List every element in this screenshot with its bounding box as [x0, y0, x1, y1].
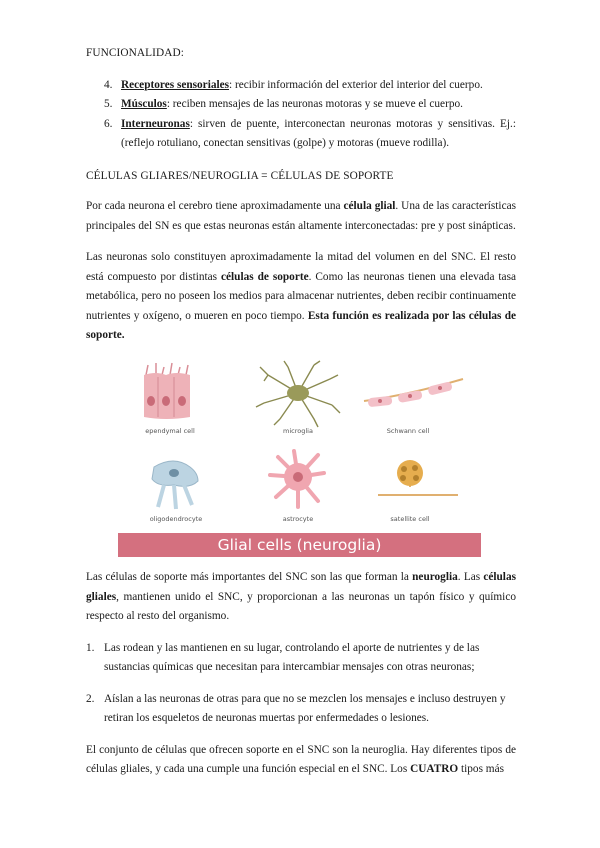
list-number: 1.	[86, 641, 95, 654]
item-text: : reciben mensajes de las neuronas motoras y se mueve el cuerpo.	[166, 98, 463, 110]
microglia-drawing	[256, 361, 340, 427]
term-receptores: Receptores sensoriales	[121, 78, 230, 91]
text-run: Las neuronas solo constituyen aproximadamente la mitad del volumen en del SNC. El resto está compuesto por distintas	[86, 251, 516, 283]
paragraph-4	[86, 741, 516, 780]
list-item	[86, 76, 516, 96]
label-schwann: Schwann cell	[386, 427, 430, 435]
satellite-cell-drawing	[378, 460, 458, 495]
bold-statement: Esta función es realizada por las células de soporte.	[86, 309, 516, 341]
glial-cells-figure	[118, 357, 483, 559]
term-interneuronas: Interneuronas	[121, 117, 190, 130]
label-oligodendrocyte: oligodendrocyte	[149, 515, 203, 523]
item-text: : recibir información del exterior del interior del cuerpo.	[229, 78, 483, 91]
term-cuatro: CUATRO	[410, 763, 459, 775]
term-neuroglia: neuroglia	[412, 571, 458, 583]
text-run: Las células de soporte más importantes del SNC son las que forman la	[86, 571, 413, 583]
paragraph-1	[86, 197, 516, 236]
text-run: . Las	[457, 571, 484, 583]
text-run: , mantienen unido el SNC, y proporcionan a las neuronas un tapón físico y químico respecto al resto del organismo.	[86, 590, 516, 622]
label-satellite: satellite cell	[390, 515, 430, 523]
list-item	[86, 95, 516, 115]
text-run: Por cada neurona el cerebro tiene aproximadamente una	[86, 200, 344, 212]
term-musculos: Músculos	[121, 98, 167, 110]
glial-cells-illustration	[118, 357, 483, 533]
list-item	[86, 639, 516, 678]
paragraph-3	[86, 568, 516, 627]
list-number: 6.	[104, 117, 113, 130]
term-celula-glial: célula glial	[343, 200, 396, 212]
figure-banner: Glial cells (neuroglia)	[118, 533, 481, 557]
label-ependymal: ependymal cell	[145, 427, 195, 435]
document-page-lower	[86, 568, 516, 780]
schwann-cell-drawing	[364, 379, 463, 407]
ependymal-cell-drawing	[144, 363, 190, 419]
function-list	[86, 76, 516, 154]
term-celulas-soporte: células de soporte	[221, 270, 309, 283]
text-run: tipos más	[458, 763, 505, 775]
list-number: 4.	[104, 78, 113, 91]
paragraph-2	[86, 248, 516, 346]
item-text: Aíslan a las neuronas de otras para que no se mezclen los mensajes e incluso destruyen y retiran los esqueletos de neuronas muertas por enfermedades o lesiones.	[104, 692, 506, 724]
section-heading-glia: CÉLULAS GLIARES/NEUROGLIA = CÉLULAS DE SOPORTE	[86, 169, 394, 182]
section-heading-funcionalidad: FUNCIONALIDAD:	[86, 47, 185, 59]
document-page	[86, 44, 516, 346]
label-astrocyte: astrocyte	[282, 515, 314, 523]
term-celulas-gliales: células gliales	[86, 571, 516, 603]
text-run: . Como las neuronas tienen una elevada tasa metabólica, pero no poseen los medios para almacenar nutrientes, deben recibir continuamente nutrientes y oxígeno, o mueren en poco tiempo.	[86, 270, 516, 322]
list-item	[86, 115, 516, 154]
item-text: : sirven de puente, interconectan neuronas motoras y sensitivas. Ej.: (reflejo rotuliano, conectan sensitivas (golpe) y motoras (mueve rodilla).	[121, 117, 516, 149]
item-text: Las rodean y las mantienen en su lugar, controlando el aporte de nutrientes y de las sustancias químicas que necesitan para intercambiar mensajes con otras neuronas;	[104, 641, 480, 673]
text-run: El conjunto de células que ofrecen soporte en el SNC son la neuroglia. Hay diferentes tipos de células gliales, y cada una cumple una función especial en el SNC. Los	[86, 743, 516, 775]
oligodendrocyte-drawing	[152, 461, 198, 509]
list-number: 5.	[104, 98, 113, 110]
support-functions-list	[86, 639, 516, 729]
list-number: 2.	[86, 692, 95, 705]
label-microglia: microglia	[283, 427, 313, 435]
text-run: . Una de las características principales del SN es que estas neuronas están altamente interconectadas: pre y post sinápticas.	[86, 200, 516, 232]
list-item	[86, 690, 516, 729]
astrocyte-drawing	[270, 451, 324, 507]
